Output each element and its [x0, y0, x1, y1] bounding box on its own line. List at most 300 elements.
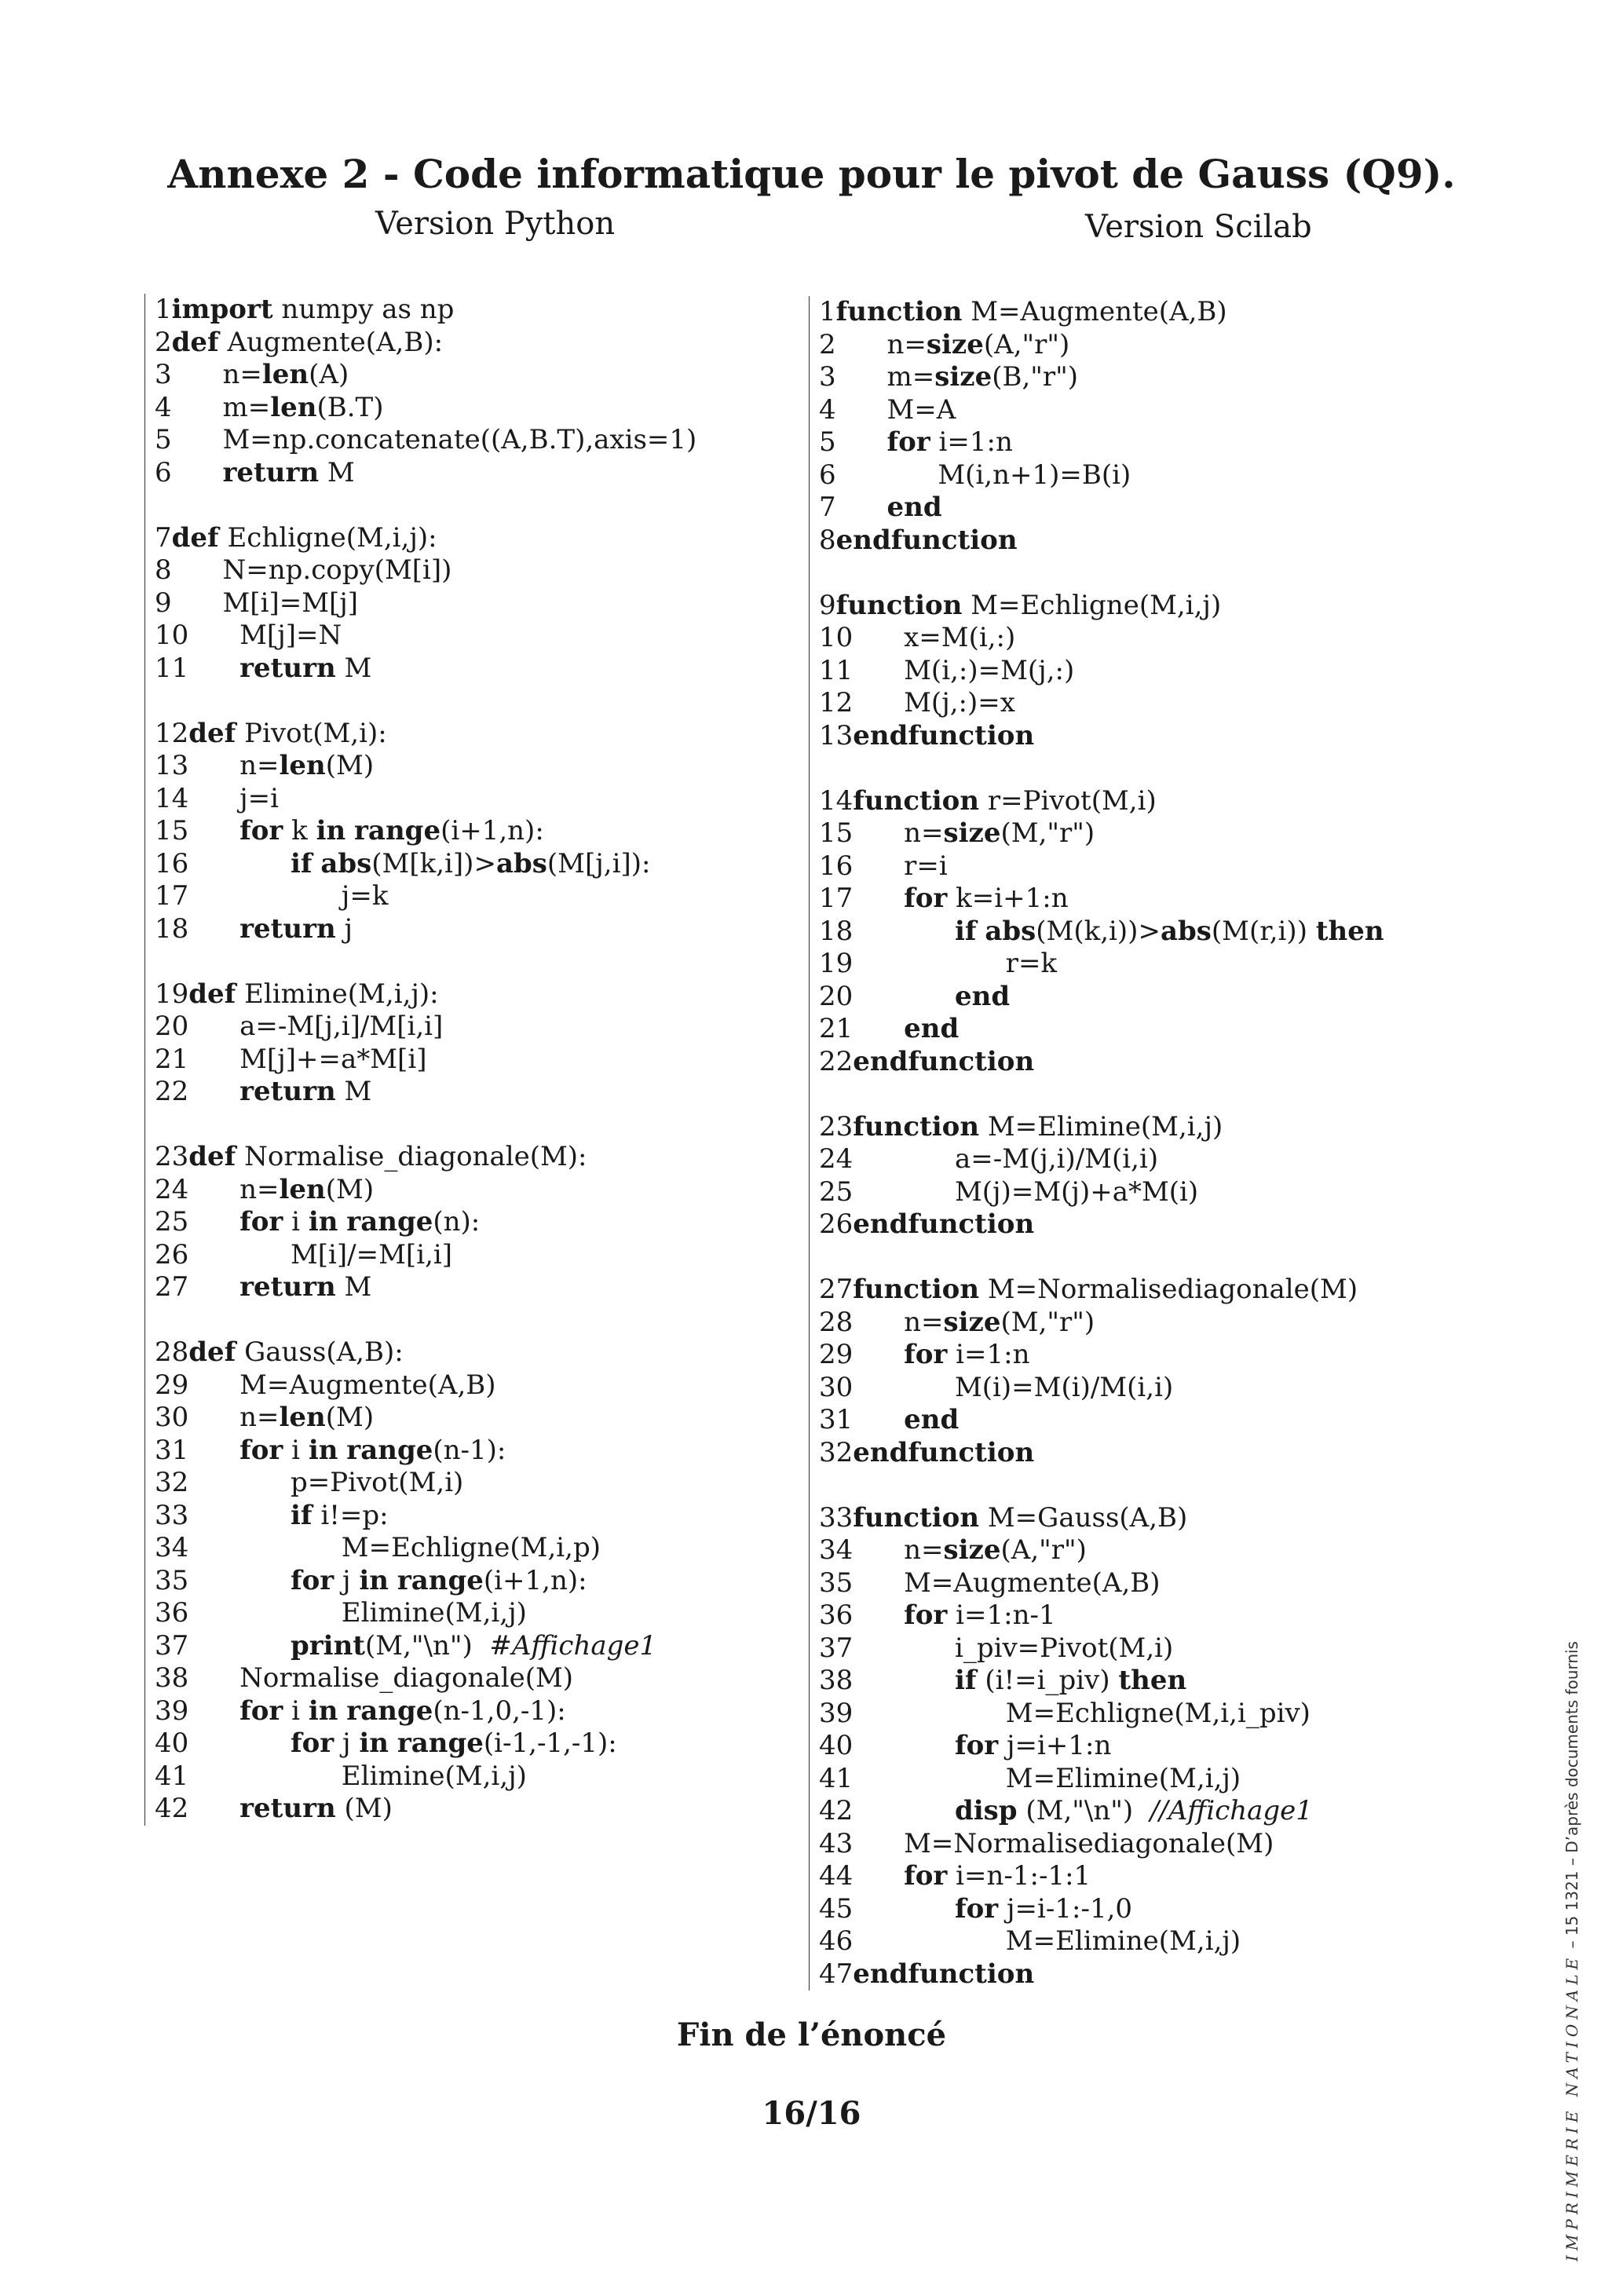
- imprint-reference: – 15 1321 – D’après documents fournis: [1563, 1641, 1581, 1949]
- python-code-line: [155, 653, 799, 686]
- code-text: [188, 1565, 291, 1596]
- line-number: 2: [155, 326, 172, 358]
- code-keyword: def: [188, 978, 236, 1010]
- line-number: 12: [819, 687, 854, 718]
- line-number: 8: [155, 554, 172, 586]
- code-keyword: for: [904, 1339, 948, 1370]
- line-number: 45: [819, 1892, 854, 1925]
- scilab-code-line: [819, 785, 1526, 818]
- scilab-code-line: [819, 1307, 1526, 1340]
- code-keyword: len: [279, 750, 326, 781]
- code-keyword: for: [904, 1860, 948, 1892]
- python-code-line: [155, 424, 799, 457]
- line-number: 33: [155, 1499, 189, 1531]
- code-text: [188, 1793, 239, 1824]
- line-number: 5: [819, 426, 836, 458]
- code-keyword: in: [359, 1564, 389, 1596]
- scilab-code-line: [819, 622, 1526, 655]
- code-text: n=: [853, 817, 944, 849]
- code-keyword: disp: [954, 1795, 1018, 1826]
- code-text: Elimine(M,i,j): [188, 1760, 527, 1792]
- code-text: (M): [325, 1402, 375, 1433]
- code-text: (M): [325, 1173, 375, 1205]
- code-keyword: abs: [1160, 915, 1212, 947]
- code-keyword: function: [853, 1501, 980, 1534]
- code-text: M=Augmente(A,B): [962, 296, 1227, 327]
- python-code-line: [155, 1271, 799, 1304]
- code-text: Echligne(M,i,j):: [218, 521, 437, 554]
- scilab-code-line: [819, 655, 1526, 688]
- code-keyword: for: [904, 883, 948, 914]
- python-code-line: [155, 1532, 799, 1565]
- line-number: 42: [155, 1793, 189, 1824]
- code-keyword: range: [397, 1727, 484, 1759]
- code-text: M[j]+=a*M[i]: [188, 1043, 427, 1075]
- line-number: 20: [155, 1011, 189, 1042]
- code-text: p=Pivot(M,i): [188, 1467, 464, 1498]
- code-text: M=Augmente(A,B): [853, 1567, 1161, 1599]
- code-keyword: size: [934, 361, 992, 393]
- code-keyword: endfunction: [835, 524, 1018, 556]
- scilab-code-line: [819, 720, 1526, 753]
- code-text: (M(k,i))>: [1036, 915, 1161, 947]
- code-text: j=i: [188, 782, 280, 814]
- code-text: (i-1,-1,-1):: [483, 1727, 617, 1759]
- line-number: 44: [819, 1860, 854, 1892]
- python-code-line: [155, 783, 799, 816]
- code-text: [853, 916, 955, 947]
- code-text: [338, 1435, 346, 1466]
- code-keyword: for: [886, 426, 930, 458]
- python-code-line: [155, 294, 799, 327]
- line-number: 4: [155, 391, 172, 423]
- code-text: [853, 1893, 955, 1925]
- code-text: M=Elimine(M,i,j): [979, 1110, 1223, 1143]
- end-of-statement: Fin de l’énoncé: [676, 2016, 947, 2053]
- python-code-line: [155, 327, 799, 360]
- code-keyword: size: [943, 1534, 1001, 1566]
- line-number: 16: [819, 850, 854, 882]
- code-keyword: def: [188, 1141, 236, 1172]
- code-text: j=k: [188, 880, 389, 912]
- code-text: (M): [335, 1793, 393, 1824]
- code-text: (n-1):: [433, 1434, 506, 1466]
- line-number: 12: [155, 717, 189, 749]
- code-keyword: in: [308, 1695, 338, 1727]
- code-keyword: if: [954, 915, 977, 947]
- line-number: 19: [155, 978, 189, 1010]
- line-number: 17: [819, 883, 854, 914]
- line-number: 1: [819, 296, 836, 327]
- python-code-line: [155, 848, 799, 881]
- code-text: i!=p:: [312, 1499, 389, 1531]
- line-number: 7: [155, 521, 172, 554]
- line-number: 38: [819, 1665, 854, 1696]
- line-number: 36: [155, 1597, 189, 1629]
- code-text: j: [334, 1727, 360, 1759]
- code-keyword: abs: [985, 915, 1036, 947]
- code-keyword: end: [904, 1404, 960, 1435]
- code-text: [389, 1565, 397, 1596]
- line-number: 39: [155, 1695, 189, 1727]
- python-code-line: [155, 1793, 799, 1826]
- code-text: M: [335, 1271, 372, 1303]
- python-code-line: [155, 1500, 799, 1533]
- scilab-code-line: [819, 426, 1526, 459]
- line-number: 15: [155, 815, 189, 846]
- code-keyword: import: [171, 294, 273, 325]
- code-text: numpy as np: [272, 294, 455, 325]
- python-code-line: [155, 1597, 799, 1630]
- code-keyword: endfunction: [853, 719, 1035, 751]
- line-number: 37: [155, 1629, 189, 1662]
- code-text: k=i+1:n: [947, 883, 1069, 914]
- code-text: [853, 1600, 904, 1631]
- python-code-line: [155, 1239, 799, 1272]
- line-number: 16: [155, 847, 189, 879]
- line-number: 26: [155, 1238, 189, 1270]
- scilab-code-line: [819, 1828, 1526, 1861]
- code-text: n=: [188, 750, 280, 781]
- code-text: [853, 981, 955, 1012]
- python-code-line: [155, 1402, 799, 1435]
- line-number: 35: [819, 1567, 854, 1599]
- code-text: (B.T): [316, 391, 384, 423]
- code-keyword: in: [308, 1206, 338, 1238]
- scilab-code-line: [819, 590, 1526, 623]
- line-number: 47: [819, 1958, 854, 1990]
- scilab-code-line: [819, 1078, 1526, 1111]
- scilab-code-line: [819, 557, 1526, 590]
- line-number: 15: [819, 817, 854, 849]
- code-keyword: then: [1118, 1665, 1187, 1696]
- scilab-code-line: [819, 361, 1526, 394]
- code-keyword: len: [279, 1402, 326, 1433]
- code-text: M[i]/=M[i,i]: [188, 1238, 453, 1270]
- line-number: 18: [155, 912, 189, 945]
- line-number: 24: [155, 1173, 189, 1205]
- code-text: r=k: [853, 948, 1058, 979]
- scilab-code-line: [819, 883, 1526, 916]
- code-keyword: len: [270, 391, 317, 423]
- code-text: M=Elimine(M,i,j): [853, 1925, 1241, 1957]
- python-code-line: [155, 392, 799, 425]
- line-number: 42: [819, 1795, 854, 1826]
- scilab-code-line: [819, 1046, 1526, 1079]
- line-number: 30: [819, 1371, 854, 1403]
- code-text: M[j]=N: [188, 620, 342, 651]
- code-text: (M[k,i])>: [371, 847, 496, 879]
- scilab-code-line: [819, 1176, 1526, 1209]
- code-text: Augmente(A,B):: [218, 326, 444, 358]
- code-text: M: [319, 456, 355, 488]
- line-number: 41: [819, 1762, 854, 1794]
- code-text: [188, 1630, 291, 1662]
- line-number: 40: [819, 1730, 854, 1761]
- scilab-code-line: [819, 948, 1526, 981]
- python-code-line: [155, 1630, 799, 1663]
- code-text: i: [283, 1206, 309, 1238]
- python-code-line: [155, 1206, 799, 1239]
- code-text: N=np.copy(M[i]): [171, 554, 452, 586]
- scilab-code-line: [819, 1893, 1526, 1926]
- line-number: 25: [155, 1206, 189, 1238]
- scilab-code-line: [819, 329, 1526, 362]
- code-text: [188, 848, 291, 879]
- line-number: 9: [819, 589, 836, 621]
- code-keyword: for: [239, 1695, 283, 1727]
- line-number: 27: [155, 1271, 189, 1303]
- code-text: (B,"r"): [992, 361, 1079, 393]
- python-code-line: [155, 978, 799, 1011]
- code-comment: #Affichage1: [489, 1629, 657, 1662]
- python-code-line: [155, 1011, 799, 1044]
- python-code-line: [155, 1336, 799, 1369]
- code-text: (M,"\n"): [1017, 1795, 1150, 1826]
- code-text: [853, 1013, 904, 1044]
- code-keyword: size: [943, 817, 1001, 849]
- code-text: [188, 1206, 239, 1238]
- scilab-code-line: [819, 1632, 1526, 1665]
- code-text: i_piv=Pivot(M,i): [853, 1632, 1174, 1664]
- code-keyword: range: [346, 1695, 433, 1727]
- line-number: 24: [819, 1143, 854, 1175]
- code-text: i: [283, 1434, 309, 1466]
- scilab-code-line: [819, 1111, 1526, 1144]
- scilab-code-line: [819, 1730, 1526, 1763]
- line-number: 23: [819, 1110, 854, 1143]
- code-text: (n-1,0,-1):: [433, 1695, 566, 1727]
- scilab-code-line: [819, 1469, 1526, 1502]
- line-number: 23: [155, 1141, 189, 1172]
- line-number: 39: [819, 1697, 854, 1729]
- line-number: 14: [819, 784, 854, 817]
- line-number: 3: [819, 361, 836, 393]
- line-number: 6: [819, 459, 836, 491]
- code-keyword: endfunction: [853, 1436, 1035, 1468]
- python-code-line: [155, 1467, 799, 1500]
- line-number: 46: [819, 1925, 854, 1957]
- code-text: M: [335, 1076, 372, 1107]
- python-code-line: [155, 1760, 799, 1793]
- line-number: 19: [819, 948, 854, 979]
- line-number: 30: [155, 1402, 189, 1433]
- code-text: [172, 457, 223, 488]
- code-keyword: end: [954, 980, 1011, 1012]
- scilab-version-label: Version Scilab: [1085, 209, 1312, 245]
- code-keyword: function: [835, 296, 963, 327]
- scilab-code-line: [819, 1013, 1526, 1046]
- line-number: 43: [819, 1827, 854, 1859]
- code-text: n=: [188, 1173, 280, 1205]
- python-code-line: [155, 489, 799, 522]
- scilab-code-line: [819, 752, 1526, 785]
- code-text: Gauss(A,B):: [236, 1336, 404, 1368]
- code-text: m=: [171, 391, 271, 423]
- code-text: Normalise_diagonale(M):: [236, 1141, 587, 1172]
- code-text: k: [283, 815, 316, 846]
- code-text: (n):: [433, 1206, 481, 1238]
- code-text: M=Normalisediagonale(M): [853, 1827, 1274, 1859]
- code-keyword: then: [1315, 915, 1384, 947]
- code-text: [977, 916, 985, 947]
- code-text: [188, 653, 239, 684]
- python-code-line: [155, 1109, 799, 1142]
- line-number: 41: [155, 1760, 189, 1792]
- line-number: 2: [819, 328, 836, 360]
- code-keyword: end: [886, 492, 942, 523]
- scilab-code-line: [819, 1534, 1526, 1567]
- code-text: [389, 1727, 397, 1759]
- scilab-code-line: [819, 492, 1526, 525]
- code-text: M(j,:)=x: [853, 687, 1015, 718]
- line-number: 21: [819, 1013, 854, 1044]
- code-keyword: in: [359, 1727, 389, 1759]
- python-code-line: [155, 1369, 799, 1402]
- code-text: [338, 1206, 346, 1238]
- code-text: [188, 1695, 239, 1727]
- python-code-line: [155, 718, 799, 751]
- code-text: j: [335, 912, 353, 945]
- line-number: 18: [819, 915, 854, 947]
- code-text: (i+1,n):: [440, 815, 544, 846]
- scilab-code-line: [819, 1763, 1526, 1796]
- code-text: M[i]=M[j]: [171, 587, 359, 619]
- code-keyword: for: [239, 1206, 283, 1238]
- python-code-line: [155, 1727, 799, 1760]
- python-code-line: [155, 620, 799, 653]
- scilab-code-line: [819, 916, 1526, 949]
- side-imprint: [1563, 1641, 1581, 2261]
- python-code-line: [155, 750, 799, 783]
- code-text: [853, 1665, 955, 1696]
- line-number: 22: [155, 1076, 189, 1107]
- code-text: [853, 1860, 904, 1892]
- code-text: a=-M(j,i)/M(i,i): [853, 1143, 1159, 1175]
- python-code-line: [155, 1174, 799, 1207]
- python-code-line: [155, 1695, 799, 1728]
- code-keyword: function: [835, 589, 963, 621]
- line-number: 28: [819, 1306, 854, 1338]
- code-keyword: return: [239, 1076, 336, 1107]
- scilab-code-line: [819, 1437, 1526, 1470]
- line-number: 36: [819, 1600, 854, 1631]
- scilab-code-line: [819, 1925, 1526, 1958]
- code-text: j=i+1:n: [998, 1730, 1112, 1761]
- code-text: (i!=i_piv): [976, 1665, 1119, 1696]
- code-text: (M,"r"): [1000, 1306, 1095, 1338]
- code-text: Elimine(M,i,j): [188, 1597, 527, 1629]
- line-number: 11: [155, 652, 189, 684]
- scilab-code-line: [819, 1339, 1526, 1372]
- scilab-code-line: [819, 1241, 1526, 1274]
- code-keyword: function: [853, 1110, 980, 1143]
- python-code-line: [155, 880, 799, 913]
- code-text: Normalise_diagonale(M): [188, 1662, 574, 1694]
- code-keyword: return: [239, 1793, 336, 1824]
- code-keyword: for: [904, 1600, 948, 1631]
- code-keyword: def: [188, 1336, 236, 1368]
- python-code-line: [155, 1435, 799, 1468]
- python-code-line: [155, 945, 799, 978]
- code-keyword: size: [943, 1306, 1001, 1338]
- code-text: M: [335, 652, 372, 684]
- python-code-line: [155, 587, 799, 620]
- code-text: [188, 913, 239, 945]
- code-text: [338, 1695, 346, 1727]
- scilab-code-line: [819, 394, 1526, 427]
- code-text: [188, 1727, 291, 1759]
- python-code-line: [155, 1076, 799, 1109]
- code-text: [836, 426, 887, 458]
- code-keyword: for: [239, 815, 283, 846]
- scilab-code-line: [819, 1698, 1526, 1731]
- code-keyword: endfunction: [853, 1045, 1035, 1077]
- python-code-line: [155, 1565, 799, 1598]
- code-keyword: range: [346, 1434, 433, 1466]
- code-text: i=1:n: [930, 426, 1013, 458]
- code-comment: //Affichage1: [1150, 1795, 1313, 1826]
- line-number: 35: [155, 1564, 189, 1596]
- code-keyword: def: [171, 326, 219, 358]
- scilab-code-line: [819, 1600, 1526, 1632]
- code-keyword: in: [308, 1434, 338, 1466]
- line-number: 22: [819, 1045, 854, 1077]
- code-text: r=Pivot(M,i): [979, 784, 1157, 817]
- line-number: 3: [155, 359, 172, 390]
- code-text: [853, 1339, 904, 1370]
- line-number: 27: [819, 1274, 854, 1305]
- code-text: (M): [325, 750, 375, 781]
- line-number: 32: [819, 1436, 854, 1468]
- line-number: 10: [155, 620, 189, 651]
- line-number: 10: [819, 622, 854, 653]
- code-text: a=-M[j,i]/M[i,i]: [188, 1011, 444, 1042]
- code-text: [345, 815, 354, 846]
- scilab-code-line: [819, 1567, 1526, 1600]
- scilab-code-line: [819, 1795, 1526, 1828]
- line-number: 31: [155, 1434, 189, 1466]
- code-keyword: end: [904, 1013, 960, 1044]
- code-keyword: range: [354, 815, 441, 846]
- code-text: [853, 1730, 955, 1761]
- python-code-line: [155, 359, 799, 392]
- code-text: n=: [853, 1306, 944, 1338]
- line-number: 4: [819, 393, 836, 426]
- code-keyword: range: [397, 1564, 484, 1596]
- code-keyword: range: [346, 1206, 433, 1238]
- code-keyword: for: [954, 1730, 999, 1761]
- python-code-line: [155, 1662, 799, 1695]
- code-keyword: if: [290, 847, 313, 879]
- code-text: x=M(i,:): [853, 622, 1016, 653]
- code-text: j=i-1:-1,0: [998, 1892, 1133, 1925]
- code-keyword: return: [222, 456, 320, 488]
- code-keyword: for: [239, 1434, 283, 1466]
- python-code-line: [155, 1141, 799, 1174]
- code-keyword: abs: [495, 847, 547, 879]
- code-text: n=: [835, 328, 927, 360]
- line-number: 13: [155, 750, 189, 781]
- code-text: (A,"r"): [983, 328, 1070, 360]
- code-text: (A,"r"): [1000, 1534, 1087, 1566]
- line-number: 25: [819, 1175, 854, 1208]
- scilab-code-line: [819, 1665, 1526, 1698]
- line-number: 28: [155, 1336, 189, 1368]
- code-text: M(i,n+1)=B(i): [835, 459, 1131, 491]
- code-keyword: def: [188, 717, 236, 749]
- line-number: 21: [155, 1043, 189, 1075]
